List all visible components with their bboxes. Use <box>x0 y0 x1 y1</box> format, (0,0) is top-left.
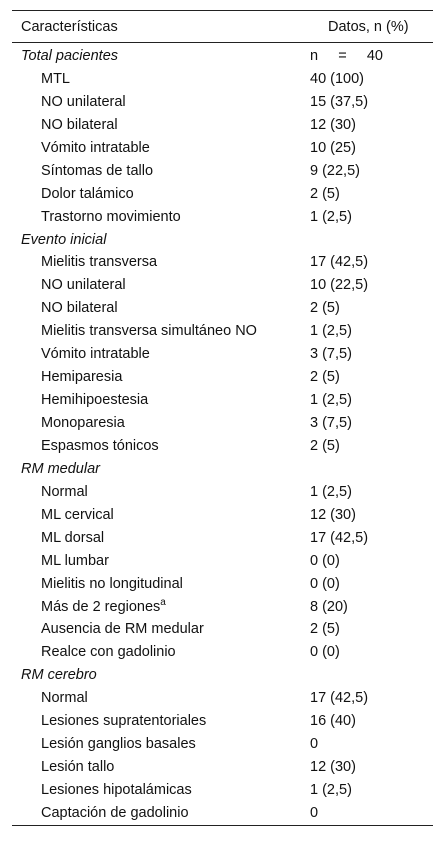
row-value: 0 (0) <box>310 575 340 592</box>
row-label: Ausencia de RM medular <box>41 621 204 638</box>
row-label: Vómito intratable <box>41 139 150 156</box>
row-label: Más de 2 regiones <box>41 598 161 615</box>
table-row <box>12 137 433 160</box>
table-row <box>12 618 433 641</box>
row-label: Lesiones supratentoriales <box>41 713 207 730</box>
section-row <box>12 664 433 687</box>
row-value: 10 (22,5) <box>310 277 369 294</box>
row-label: Total pacientes <box>21 48 119 64</box>
row-value: 17 (42,5) <box>310 529 369 546</box>
row-label: ML dorsal <box>41 529 105 546</box>
row-value: n = 40 <box>310 48 383 64</box>
row-value: 1 (2,5) <box>310 782 352 798</box>
table-row <box>12 550 433 573</box>
row-value: 16 (40) <box>310 713 356 730</box>
row-label: Evento inicial <box>21 231 107 248</box>
row-value: 9 (22,5) <box>310 162 360 179</box>
row-label: NO bilateral <box>41 116 118 133</box>
row-value: 2 (5) <box>310 437 340 454</box>
row-value: 17 (42,5) <box>310 690 369 707</box>
table-row <box>12 412 433 435</box>
table-row <box>12 91 433 114</box>
row-label: Normal <box>41 690 88 707</box>
row-value: 17 (42,5) <box>310 254 369 271</box>
row-label: Realce con gadolinio <box>41 644 176 661</box>
row-label: Síntomas de tallo <box>41 162 154 179</box>
row-label: RM medular <box>21 460 100 477</box>
row-value: 12 (30) <box>310 759 356 776</box>
row-label-wrap <box>41 596 166 619</box>
table-row <box>12 641 433 664</box>
table-row <box>12 366 433 389</box>
section-row <box>12 458 433 481</box>
row-label: NO unilateral <box>41 93 126 110</box>
table-row <box>12 504 433 527</box>
row-label: NO unilateral <box>41 277 126 294</box>
row-value: 15 (37,5) <box>310 93 369 110</box>
table-row <box>12 251 433 274</box>
row-value: 2 (5) <box>310 185 340 202</box>
row-value: 1 (2,5) <box>310 392 352 409</box>
row-label: Lesión tallo <box>41 759 115 776</box>
row-value: 2 (5) <box>310 369 340 386</box>
table-row <box>12 435 433 458</box>
footnote-marker: a <box>160 596 166 608</box>
row-label: Hemiparesia <box>41 369 123 386</box>
row-value: 0 (0) <box>310 552 340 569</box>
row-value: 1 (2,5) <box>310 208 352 225</box>
header-characteristics: Características <box>21 19 118 35</box>
row-value: 40 (100) <box>310 70 365 87</box>
row-value: 8 (20) <box>310 598 348 615</box>
row-value: 0 (0) <box>310 644 340 661</box>
row-label: MTL <box>41 70 70 87</box>
table-row <box>12 389 433 412</box>
row-label: ML lumbar <box>41 552 109 569</box>
row-label: Normal <box>41 483 88 500</box>
table-row <box>12 733 433 756</box>
row-value: 1 (2,5) <box>310 483 352 500</box>
table-row <box>12 710 433 733</box>
table-row <box>12 596 433 619</box>
row-label: Trastorno movimiento <box>41 208 181 225</box>
table-row <box>12 756 433 779</box>
header-data: Datos, n (%) <box>328 19 409 35</box>
table-row <box>12 274 433 297</box>
data-table <box>12 10 433 826</box>
row-label: Mielitis no longitudinal <box>41 575 183 592</box>
row-label: Hemihipoestesia <box>41 392 149 409</box>
row-label: Vómito intratable <box>41 346 150 363</box>
row-value: 12 (30) <box>310 116 356 133</box>
table-row <box>12 320 433 343</box>
row-label: Lesión ganglios basales <box>41 736 196 753</box>
row-value: 1 (2,5) <box>310 323 352 340</box>
table-row <box>12 687 433 710</box>
table-body <box>12 45 433 825</box>
row-value: 2 (5) <box>310 621 340 638</box>
row-value: 3 (7,5) <box>310 415 352 431</box>
row-value: 0 <box>310 804 319 821</box>
row-label: Lesiones hipotalámicas <box>41 782 192 798</box>
table-row <box>12 802 433 825</box>
table-row <box>12 183 433 206</box>
row-label: NO bilateral <box>41 300 118 317</box>
row-value: 3 (7,5) <box>310 346 352 363</box>
section-row <box>12 229 433 252</box>
row-value: 12 (30) <box>310 506 356 523</box>
row-label: Mielitis transversa simultáneo NO <box>41 323 257 340</box>
row-label: ML cervical <box>41 506 114 523</box>
row-label: RM cerebro <box>21 667 97 684</box>
table-row <box>12 114 433 137</box>
row-value: 2 (5) <box>310 300 340 317</box>
section-row <box>12 45 433 68</box>
table-row <box>12 68 433 91</box>
table-row <box>12 206 433 229</box>
row-label: Espasmos tónicos <box>41 437 159 454</box>
row-label: Mielitis transversa <box>41 254 158 271</box>
table-header <box>12 11 433 43</box>
row-value: 0 <box>310 736 319 753</box>
row-label: Captación de gadolinio <box>41 804 189 821</box>
row-label: Dolor talámico <box>41 185 134 202</box>
table-row <box>12 297 433 320</box>
table-row <box>12 527 433 550</box>
table-row <box>12 573 433 596</box>
row-value: 10 (25) <box>310 139 356 156</box>
table-row <box>12 779 433 802</box>
row-label: Monoparesia <box>41 415 125 431</box>
table-row <box>12 343 433 366</box>
table-row <box>12 481 433 504</box>
table-row <box>12 160 433 183</box>
